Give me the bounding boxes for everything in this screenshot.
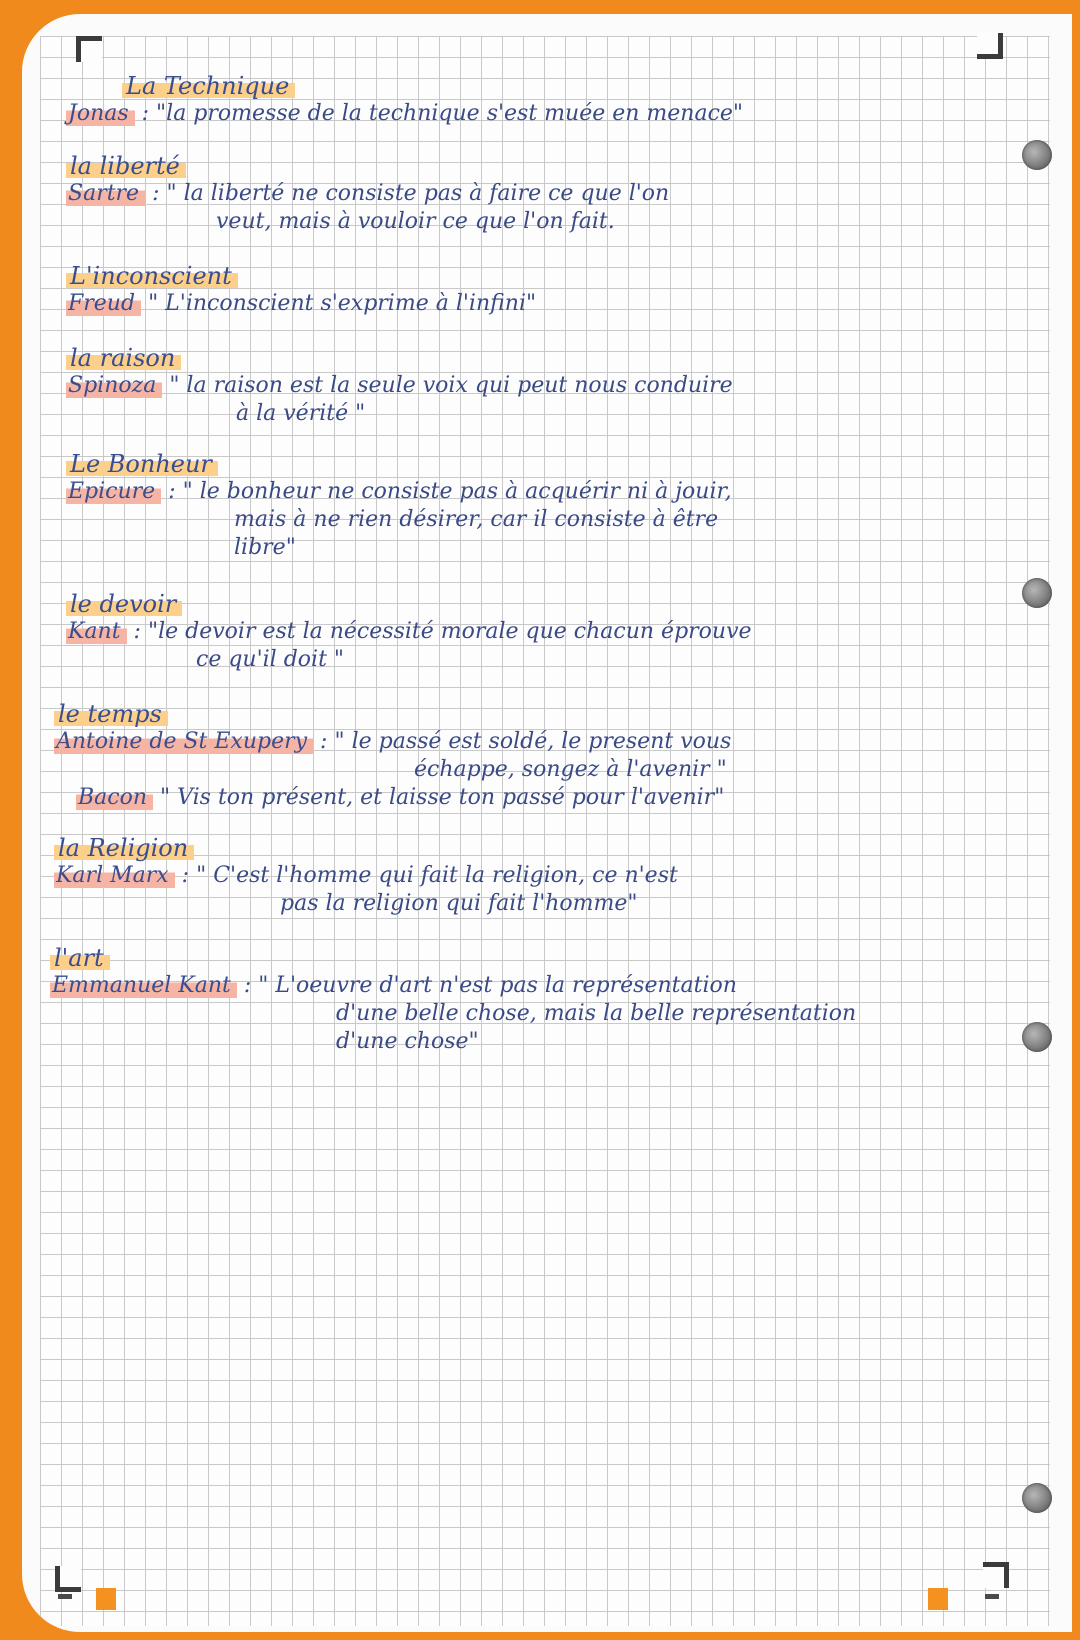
quote-line: " L'inconscient s'exprime à l'infini" bbox=[148, 291, 537, 316]
quote-line: " L'oeuvre d'art n'est pas la représentation bbox=[258, 973, 737, 998]
author-label: Emmanuel Kant bbox=[50, 972, 237, 1000]
separator: : bbox=[313, 729, 328, 754]
quote-line: à la vérité " bbox=[236, 401, 366, 426]
quote-line: d'une belle chose, mais la belle représentation bbox=[336, 1001, 857, 1026]
quote-line: libre" bbox=[234, 535, 296, 560]
entry-raison bbox=[66, 344, 733, 428]
author-label: Antoine de St Exupery bbox=[54, 728, 313, 756]
quote-line: " le bonheur ne consiste pas à acquérir ni à jouir, bbox=[182, 479, 732, 504]
entry-temps bbox=[54, 700, 731, 812]
author-label: Freud bbox=[66, 290, 141, 318]
topic-label: le temps bbox=[54, 700, 168, 728]
quote-line: veut, mais à vouloir ce que l'on fait. bbox=[216, 209, 615, 234]
separator: : bbox=[161, 479, 176, 504]
entry-inconscient bbox=[66, 262, 536, 318]
entry-religion bbox=[54, 834, 678, 918]
entry-devoir bbox=[66, 590, 752, 674]
separator: : bbox=[174, 863, 190, 888]
entry-art bbox=[50, 944, 856, 1056]
quote-line: " le passé est soldé, le present vous bbox=[334, 729, 732, 754]
separator: : bbox=[126, 619, 141, 644]
separator: : bbox=[236, 973, 252, 998]
quote-line: mais à ne rien désirer, car il consiste à être bbox=[234, 507, 719, 532]
quote-line: échappe, songez à l'avenir " bbox=[414, 757, 727, 782]
quote-line: " la raison est la seule voix qui peut nous conduire bbox=[169, 373, 733, 398]
entry-liberte bbox=[66, 152, 669, 236]
quote-line: ce qu'il doit " bbox=[196, 647, 345, 672]
topic-label: la raison bbox=[66, 344, 181, 372]
separator: : bbox=[145, 181, 160, 206]
entry-bonheur bbox=[66, 450, 732, 562]
topic-label: l'art bbox=[50, 944, 110, 972]
author-label: Spinoza bbox=[66, 372, 162, 400]
quote-line: pas la religion qui fait l'homme" bbox=[280, 891, 638, 916]
author-label: Kant bbox=[66, 618, 127, 646]
author-label: Karl Marx bbox=[54, 862, 175, 890]
quote-line: "le devoir est la nécessité morale que chacun éprouve bbox=[147, 619, 752, 644]
author-label: Bacon bbox=[76, 784, 153, 812]
author-label: Jonas bbox=[66, 100, 135, 128]
author-label: Sartre bbox=[66, 180, 145, 208]
separator: : bbox=[134, 101, 150, 126]
topic-label: L'inconscient bbox=[66, 262, 238, 290]
author-label: Epicure bbox=[66, 478, 161, 506]
quote-line: d'une chose" bbox=[336, 1029, 479, 1054]
topic-label: le devoir bbox=[66, 590, 182, 618]
topic-label: la liberté bbox=[66, 152, 186, 180]
quote-line: " la liberté ne consiste pas à faire ce que l'on bbox=[166, 181, 670, 206]
topic-label: Le Bonheur bbox=[66, 450, 218, 478]
topic-label: La Technique bbox=[122, 72, 295, 100]
quote-line: " C'est l'homme qui fait la religion, ce n'est bbox=[196, 863, 678, 888]
entry-technique bbox=[66, 72, 743, 128]
quote-line: "la promesse de la technique s'est muée en menace" bbox=[156, 101, 744, 126]
topic-label: la Religion bbox=[54, 834, 194, 862]
quote-line: " Vis ton présent, et laisse ton passé pour l'avenir" bbox=[160, 785, 725, 810]
